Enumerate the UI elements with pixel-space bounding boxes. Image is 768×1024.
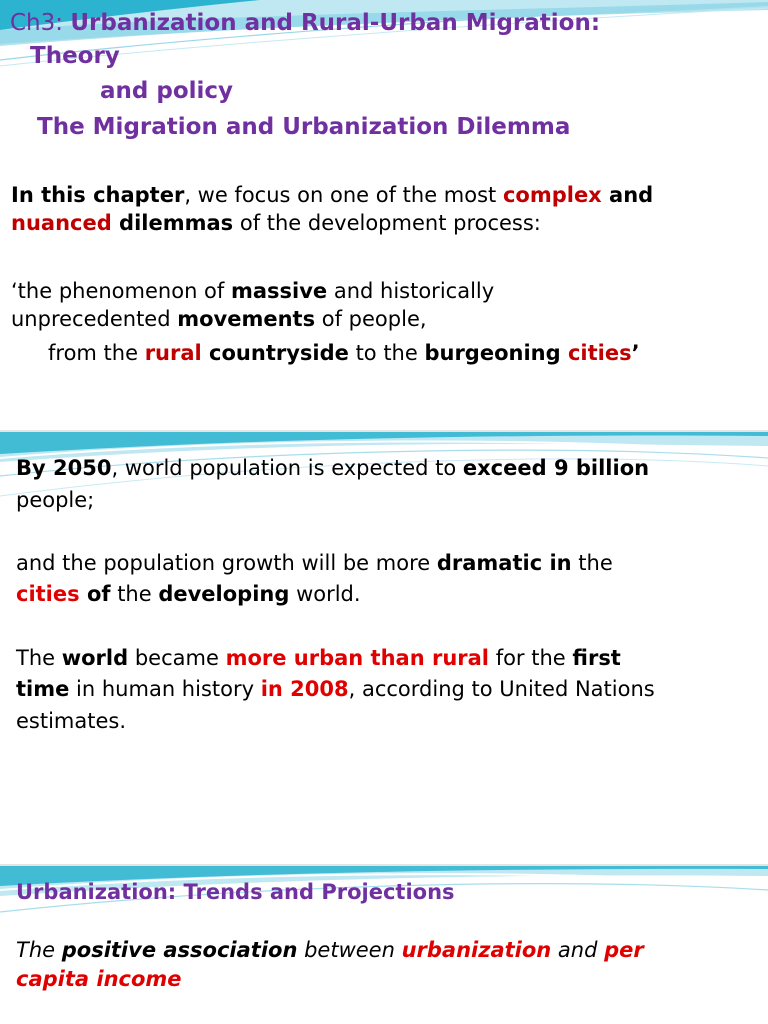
- slide-3: [0, 866, 768, 1024]
- intro-line-1: In this chapter, we focus on one of the most complex and: [11, 183, 654, 207]
- population-line-2: people;: [16, 488, 95, 512]
- slide-2: [0, 432, 768, 864]
- quote-line-1: ‘the phenomenon of massive and historically: [11, 279, 495, 303]
- slide-title-line-3: and policy: [100, 78, 234, 104]
- slide-1: [0, 0, 768, 430]
- decorative-swoosh-graphic: [0, 866, 768, 946]
- quote-line-3: from the rural countryside to the burgeoning cities’: [48, 341, 640, 365]
- association-line-1: The positive association between urbanization and per: [16, 938, 644, 962]
- population-line-1: By 2050, world population is expected to exceed 9 billion: [16, 456, 650, 480]
- quote-line-2: unprecedented movements of people,: [11, 307, 427, 331]
- urban-line-2: time in human history in 2008, according to United Nations: [16, 677, 655, 701]
- urban-line-1: The world became more urban than rural for the first: [16, 646, 621, 670]
- growth-line-2: cities of the developing world.: [16, 582, 361, 606]
- slide-3-title: Urbanization: Trends and Projections: [16, 880, 455, 904]
- intro-line-2: nuanced dilemmas of the development process:: [11, 211, 541, 235]
- slide-title-line-2: Theory: [30, 43, 120, 69]
- growth-line-1: and the population growth will be more dramatic in the: [16, 551, 613, 575]
- urban-line-3: estimates.: [16, 709, 127, 733]
- association-line-2: capita income: [16, 967, 182, 991]
- slide-subtitle: The Migration and Urbanization Dilemma: [37, 114, 571, 140]
- slide-title-line-1: Ch3: Urbanization and Rural-Urban Migration:: [10, 10, 601, 36]
